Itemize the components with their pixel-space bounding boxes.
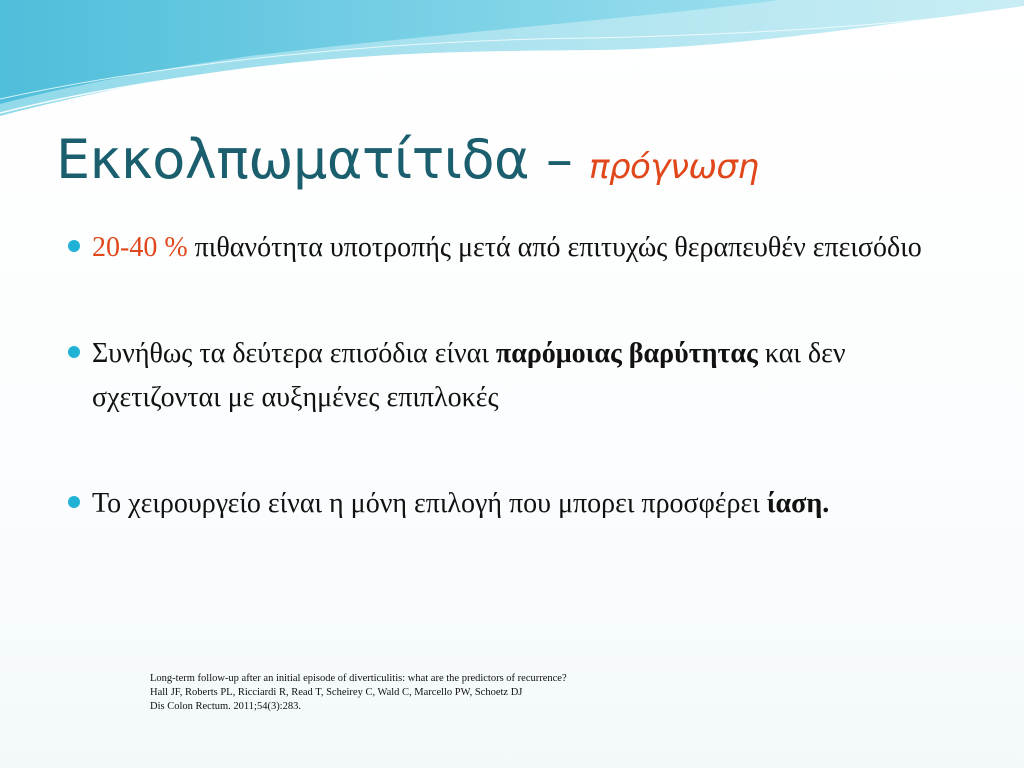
bullet-emphasis: ίαση. (766, 488, 830, 519)
bullet-text: Το χειρουργείο είναι η μόνη επιλογή που μπορει προσφέρει (92, 488, 767, 519)
bullet-text: πιθανότητα υποτροπής μετά από επιτυχώς θεραπευθέν επεισόδιο (187, 232, 922, 263)
bullet-item (68, 226, 928, 270)
bullet-dot-icon (68, 496, 80, 508)
bullet-dot-icon (68, 240, 80, 252)
reference-authors: Hall JF, Roberts PL, Ricciardi R, Read T, Scheirey C, Wald C, Marcello PW, Schoetz DJ (150, 687, 523, 698)
bullet-item (68, 482, 928, 526)
bullet-text: και δεν σχετιζονται με αυξημένες επιπλοκές (92, 338, 846, 413)
slide-title-main: Εκκολπωματίτιδα – (56, 128, 589, 191)
slide-title (56, 128, 759, 191)
bullet-list (68, 226, 928, 526)
bullet-dot-icon (68, 346, 80, 358)
reference-title: Long-term follow-up after an initial episode of diverticulitis: what are the predictors of recurrence? (150, 673, 567, 684)
reference-citation (150, 672, 567, 714)
bullet-item (68, 332, 928, 420)
bullet-text: Συνήθως τα δεύτερα επισόδια είναι (92, 338, 496, 369)
reference-journal: Dis Colon Rectum. 2011;54(3):283. (150, 701, 301, 712)
header-wave-decoration (0, 0, 1024, 140)
recurrence-rate: 20-40 % (92, 232, 188, 263)
bullet-emphasis: παρόμοιας βαρύτητας (495, 338, 758, 369)
slide-title-accent: πρόγνωση (588, 147, 759, 187)
